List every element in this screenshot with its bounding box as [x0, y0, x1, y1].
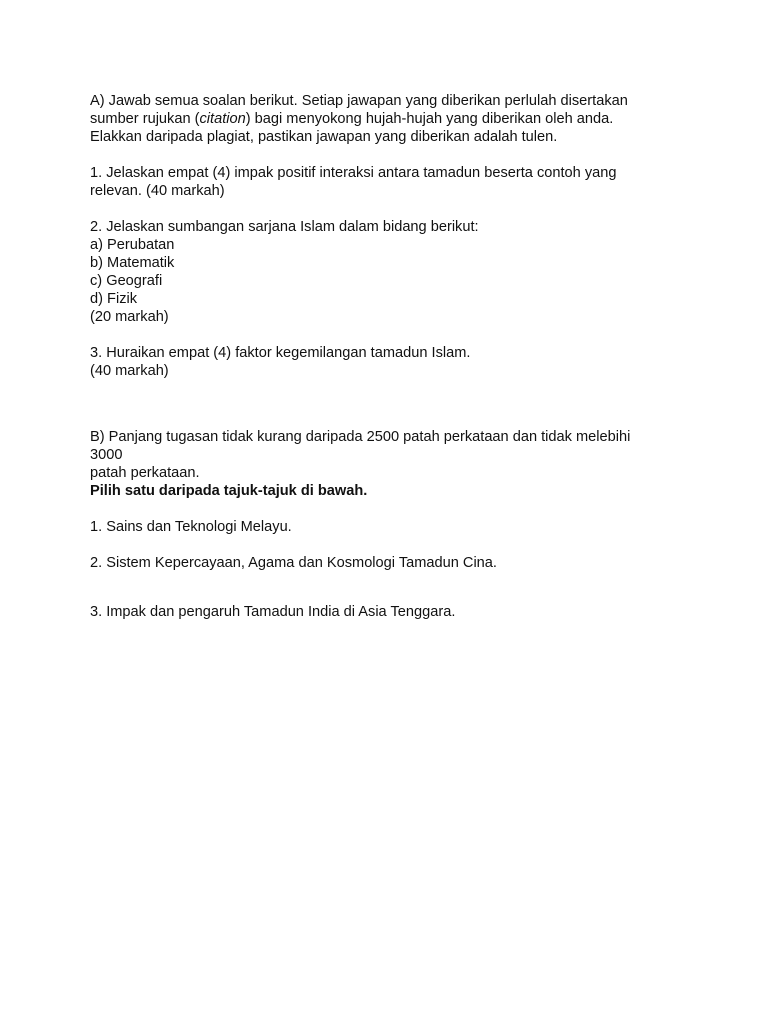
- section-b-intro-line-1: B) Panjang tugasan tidak kurang daripada 2500 patah perkataan dan tidak melebihi: [90, 429, 631, 445]
- section-a: [90, 92, 730, 380]
- question-2-item: d) Fizik: [90, 291, 138, 307]
- intro-text-after-citation: ) bagi menyokong hujah-hujah yang diberikan oleh anda.: [245, 111, 614, 127]
- section-b: [90, 428, 730, 621]
- question-3-marks: (40 markah): [90, 363, 169, 379]
- question-3: [90, 344, 730, 380]
- section-b-instruction: Pilih satu daripada tajuk-tajuk di bawah.: [90, 483, 368, 499]
- topic-item: 3. Impak dan pengaruh Tamadun India di Asia Tenggara.: [90, 604, 456, 620]
- topic-item: 2. Sistem Kepercayaan, Agama dan Kosmologi Tamadun Cina.: [90, 555, 497, 571]
- document-page: [90, 92, 730, 621]
- intro-text-before-citation: sumber rujukan (: [90, 111, 200, 127]
- question-2: [90, 218, 730, 326]
- question-2-line-1: 2. Jelaskan sumbangan sarjana Islam dalam bidang berikut:: [90, 219, 479, 235]
- section-a-intro-line-3: Elakkan daripada plagiat, pastikan jawapan yang diberikan adalah tulen.: [90, 129, 558, 145]
- citation-term: citation: [199, 111, 246, 127]
- section-a-intro-line-2: [90, 110, 730, 128]
- question-3-line-1: 3. Huraikan empat (4) faktor kegemilangan tamadun Islam.: [90, 345, 471, 361]
- topic-item: 1. Sains dan Teknologi Melayu.: [90, 519, 292, 535]
- question-2-item: b) Matematik: [90, 255, 175, 271]
- section-b-intro-line-2: 3000: [90, 447, 123, 463]
- question-2-marks: (20 markah): [90, 309, 169, 325]
- question-1-line-2: relevan. (40 markah): [90, 183, 225, 199]
- section-a-intro-line-1: A) Jawab semua soalan berikut. Setiap jawapan yang diberikan perlulah disertakan: [90, 93, 628, 109]
- question-2-item: c) Geografi: [90, 273, 163, 289]
- question-2-item: a) Perubatan: [90, 237, 175, 253]
- question-1: [90, 164, 730, 200]
- section-b-intro-line-3: patah perkataan.: [90, 465, 200, 481]
- question-1-line-1: 1. Jelaskan empat (4) impak positif interaksi antara tamadun beserta contoh yang: [90, 165, 617, 181]
